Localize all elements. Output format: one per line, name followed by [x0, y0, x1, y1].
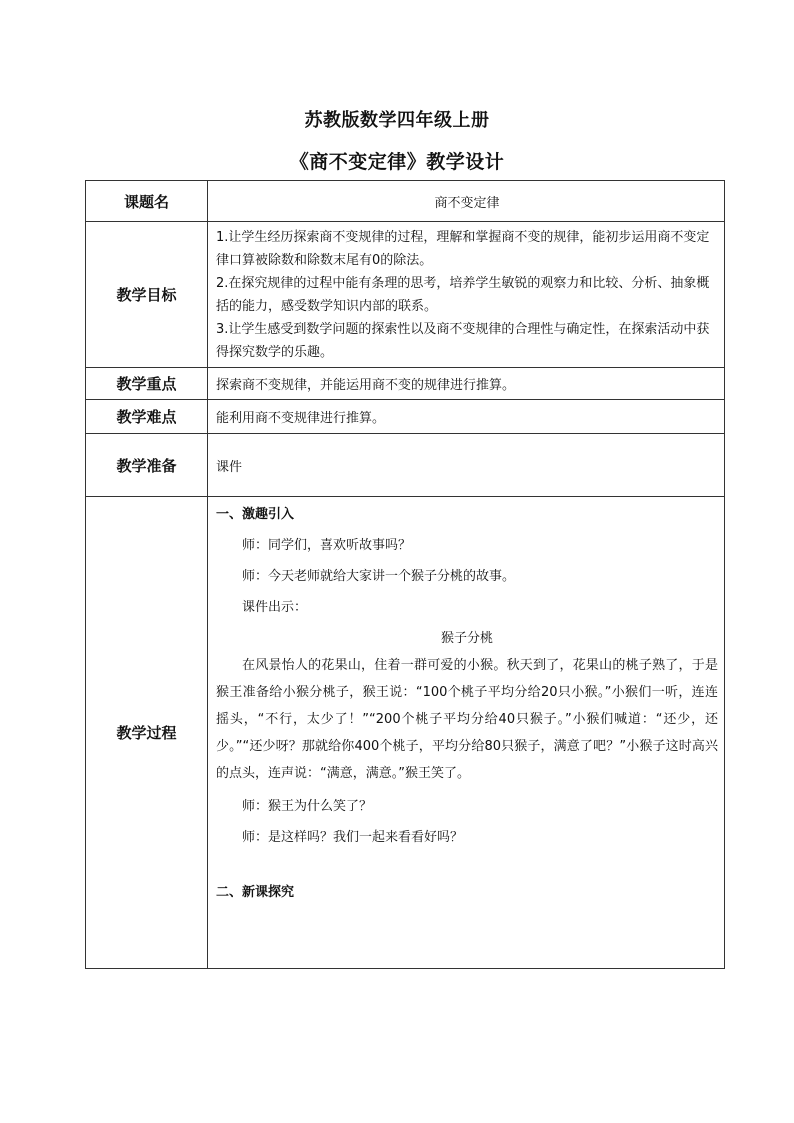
- table-row: [86, 434, 725, 497]
- row-content-process: [208, 497, 725, 969]
- table-row: [86, 181, 725, 222]
- row-label-difficulty: 教学难点: [86, 400, 208, 434]
- table-row: [86, 400, 725, 434]
- row-content-key-point: 探索商不变规律，并能运用商不变的规律进行推算。: [208, 368, 725, 400]
- process-line: 课件出示：: [242, 600, 308, 615]
- section-heading-intro: 一、激趣引入: [216, 507, 295, 522]
- row-content-preparation: 课件: [208, 434, 725, 497]
- row-content-topic: 商不变定律: [208, 181, 725, 222]
- goal-item-1: 1.让学生经历探索商不变规律的过程，理解和掌握商不变的规律，能初步运用商不变定律口算被除数和除数末尾有0的除法。: [216, 229, 710, 268]
- row-label-preparation: 教学准备: [86, 434, 208, 497]
- row-content-difficulty: 能利用商不变规律进行推算。: [208, 400, 725, 434]
- section-heading-explore: 二、新课探究: [216, 885, 295, 900]
- row-label-topic: 课题名: [86, 181, 208, 222]
- goal-item-3: 3.让学生感受到数学问题的探索性以及商不变规律的合理性与确定性，在探索活动中获得探究数学的乐趣。: [216, 321, 710, 360]
- process-line: 师：同学们，喜欢听故事吗？: [242, 538, 412, 553]
- lesson-plan-table: [85, 180, 725, 969]
- goal-item-2: 2.在探究规律的过程中能有条理的思考，培养学生敏锐的观察力和比较、分析、抽象概括的能力，感受数学知识内部的联系。: [216, 275, 710, 314]
- row-label-process: 教学过程: [86, 497, 208, 969]
- table-row: [86, 222, 725, 368]
- document-subtitle: 《商不变定律》教学设计: [289, 151, 505, 173]
- story-paragraph: 在风景怡人的花果山，住着一群可爱的小猴。秋天到了，花果山的桃子熟了，于是猴王准备给小猴分桃子，猴王说：“100个桃子平均分给20只小猴。”小猴们一听，连连摇头，“不行，太少了！”“200个桃子平均分给40只猴子。”小猴们喊道：“还少，还少。”“还少呀？那就给你400个桃子，平均分给80只猴子，满意了吧？”小猴子这时高兴的点头，连声说：“满意，满意。”猴王笑了。: [216, 658, 718, 781]
- document-title: 苏教版数学四年级上册: [304, 110, 490, 131]
- row-label-goals: 教学目标: [86, 222, 208, 368]
- row-content-goals: [208, 222, 725, 368]
- process-line: 师：猴王为什么笑了？: [242, 799, 373, 814]
- blank-space: [216, 849, 718, 881]
- process-line: 师：是这样吗？我们一起来看看好吗？: [242, 830, 464, 845]
- table-row: [86, 368, 725, 400]
- row-label-key-point: 教学重点: [86, 368, 208, 400]
- table-row: [86, 497, 725, 969]
- story-title: 猴子分桃: [440, 631, 493, 646]
- process-line: 师：今天老师就给大家讲一个猴子分桃的故事。: [242, 569, 516, 584]
